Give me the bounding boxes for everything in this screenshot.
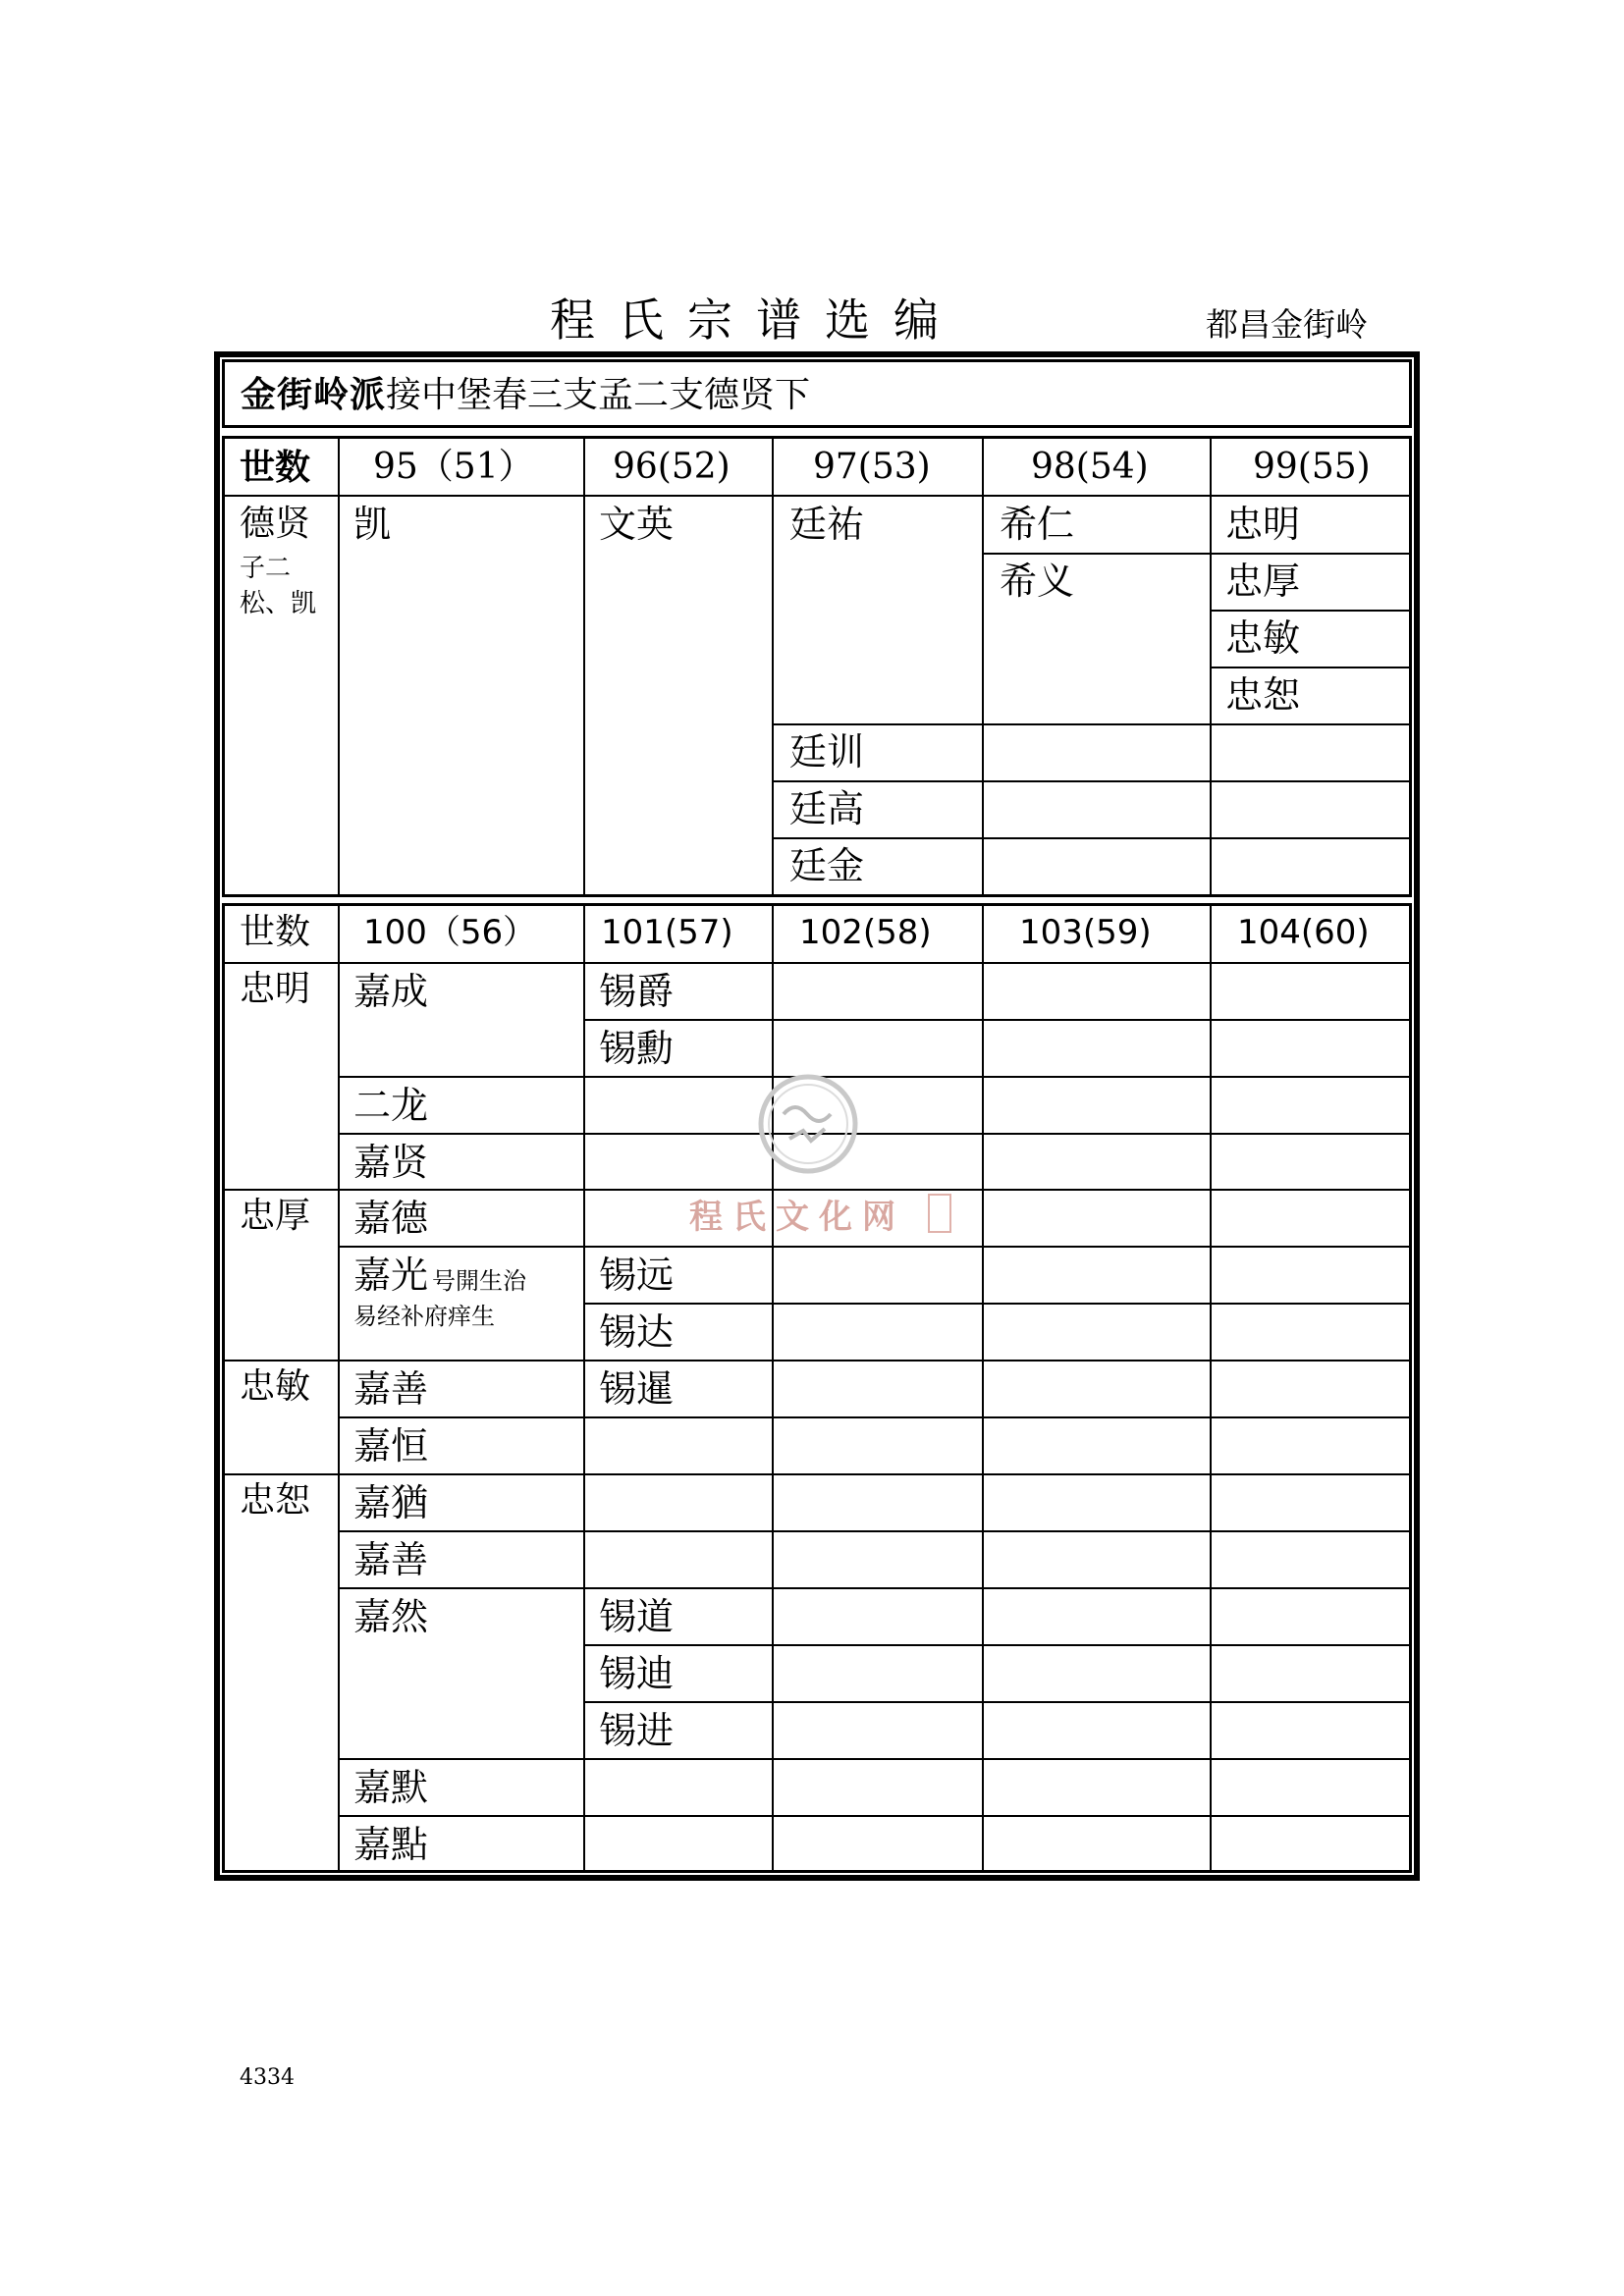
gen-header-98: 98(54) [1031,447,1149,487]
person-name: 嘉贤 [353,1141,429,1184]
person-name: 锡道 [599,1595,675,1638]
person-note: 易经补府痒生 [353,1303,495,1330]
page-title: 程氏宗谱选编 [550,294,962,347]
person-name: 锡远 [599,1254,675,1297]
person-name: 嘉善 [353,1538,429,1581]
person-name: 凯 [353,503,392,546]
person-name: 嘉恒 [353,1424,429,1468]
person-name: 锡迪 [599,1652,675,1695]
person-name: 忠敏 [1225,616,1301,660]
gen-header-97: 97(53) [813,447,931,487]
person-name: 廷金 [789,844,865,887]
person-name: 嘉光 [353,1254,429,1297]
person-name: 嘉成 [353,970,429,1013]
ancestor-name: 德贤 [240,504,311,544]
person-name: 嘉默 [353,1766,429,1809]
person-name: 希仁 [1000,503,1075,546]
father-name: 忠敏 [240,1366,311,1407]
watermark-seal-icon [754,1070,862,1178]
gen-header-103: 103(59) [1019,913,1152,952]
watermark-stamp-icon [928,1194,951,1233]
father-name: 忠厚 [240,1196,311,1236]
father-name: 忠明 [240,969,311,1009]
page-number: 4334 [240,2065,295,2090]
person-name: 锡勳 [599,1027,675,1070]
gen-header-100: 100（56） [363,913,537,952]
person-name: 希义 [1000,560,1075,603]
gen-label: 世数 [240,447,311,488]
person-name: 锡进 [599,1709,675,1752]
gen-header-101: 101(57) [601,913,733,952]
gen-header-102: 102(58) [799,913,932,952]
person-name: 锡达 [599,1310,675,1354]
gen-header-96: 96(52) [613,447,731,487]
ancestor-note: 子二 [240,554,292,583]
ancestor-note: 松、凯 [240,589,317,618]
person-name: 忠恕 [1225,673,1301,717]
branch-header [222,359,1412,428]
person-name: 嘉猶 [353,1481,429,1524]
person-note: 号開生治 [432,1267,526,1295]
gen-label: 世数 [240,912,311,952]
person-name: 嘉善 [353,1367,429,1411]
gen-header-95: 95（51） [373,447,534,487]
person-name: 嘉然 [353,1595,429,1638]
watermark-text: 程氏文化网 [689,1198,905,1237]
gen-header-104: 104(60) [1237,913,1370,952]
father-name: 忠恕 [240,1480,311,1521]
gen-header-99: 99(55) [1253,447,1371,487]
branch-note: 接中堡春三支孟二支德贤下 [386,375,811,415]
person-name: 忠明 [1225,503,1301,546]
person-name: 廷训 [789,730,865,774]
person-name: 廷高 [789,787,865,830]
person-name: 廷祐 [789,503,865,546]
person-name: 嘉點 [353,1823,429,1866]
person-name: 二龙 [353,1084,429,1127]
person-name: 文英 [599,503,675,546]
branch-name: 金街岭派 [241,374,387,415]
person-name: 忠厚 [1225,560,1301,603]
person-name: 嘉德 [353,1197,429,1240]
person-name: 锡爵 [599,970,675,1013]
person-name: 锡暹 [599,1367,675,1411]
location-label: 都昌金街岭 [1206,305,1368,344]
